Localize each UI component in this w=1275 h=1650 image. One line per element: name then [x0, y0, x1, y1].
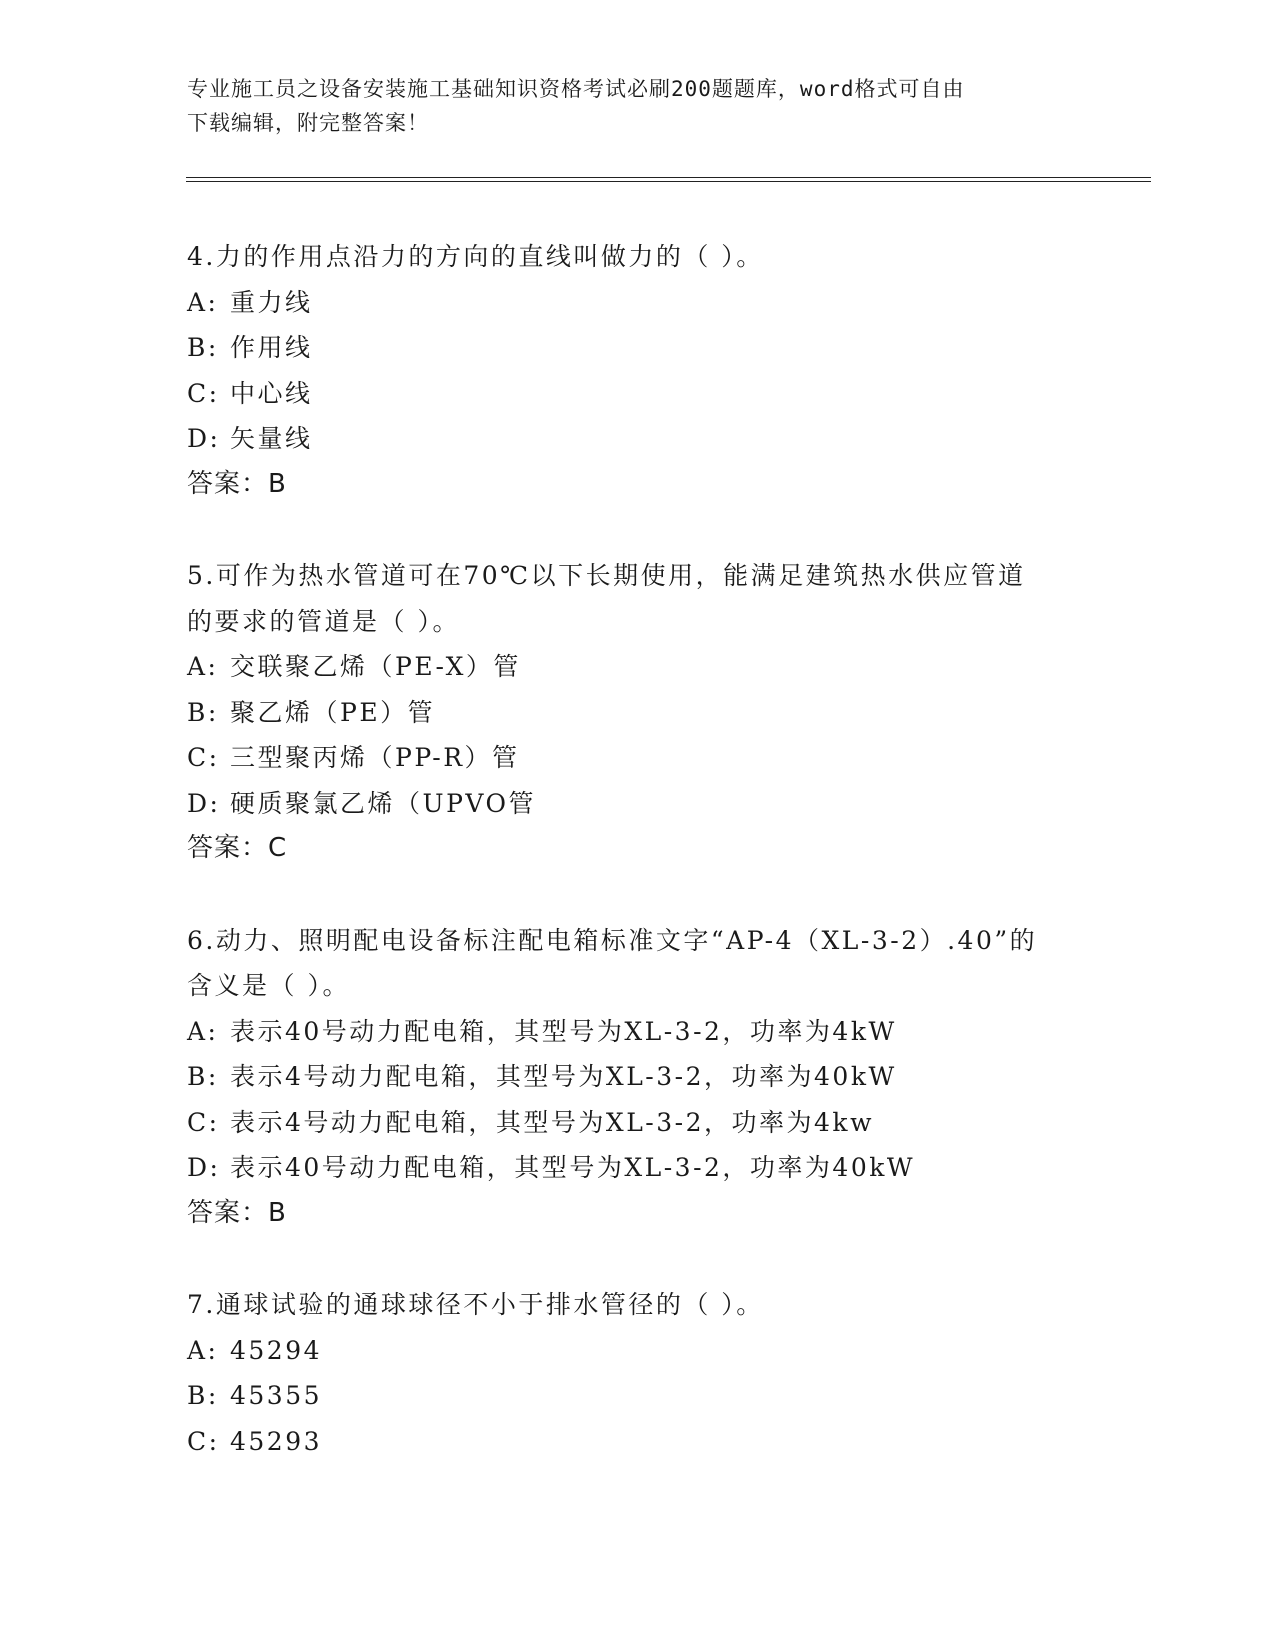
answer-option	[187, 781, 1087, 827]
option-letter: D:	[187, 424, 221, 453]
answer-option	[187, 644, 1087, 690]
option-letter: D:	[187, 788, 221, 818]
option-letter: D:	[187, 1153, 221, 1182]
option-letter: A:	[187, 652, 219, 681]
option-letter: C:	[187, 1107, 220, 1137]
answer-key: 答案：B	[187, 1197, 287, 1228]
question-list	[187, 234, 1087, 1510]
header-divider-bottom	[186, 181, 1151, 182]
answer-option	[187, 735, 1087, 781]
answer-option	[187, 1145, 1087, 1191]
question-stem: 含义是（ ）。	[187, 971, 350, 1000]
answer-option	[187, 1373, 1087, 1419]
answer-option	[187, 416, 1087, 462]
option-letter: C:	[187, 1426, 220, 1456]
option-text: 表示40号动力配电箱，其型号为XL-3-2，功率为40kW	[230, 1153, 916, 1182]
option-letter: C:	[187, 743, 220, 772]
answer-option	[187, 280, 1087, 326]
option-letter: B:	[187, 697, 219, 727]
answer-option	[187, 371, 1087, 417]
header-line-2: 下载编辑，附完整答案！	[187, 111, 429, 135]
answer-key: 答案：B	[187, 468, 287, 499]
question-block	[187, 918, 1087, 1237]
option-text: 表示4号动力配电箱，其型号为XL-3-2，功率为40kW	[230, 1062, 897, 1091]
question-block	[187, 553, 1087, 872]
answer-option	[187, 1054, 1087, 1100]
document-header	[187, 72, 1087, 140]
option-text: 表示40号动力配电箱，其型号为XL-3-2，功率为4kW	[230, 1016, 897, 1046]
answer-option	[187, 690, 1087, 736]
option-letter: A:	[187, 1016, 219, 1046]
option-text: 45294	[230, 1335, 323, 1365]
question-stem: 4.力的作用点沿力的方向的直线叫做力的（ ）。	[187, 242, 764, 271]
option-text: 三型聚丙烯（PP-R）管	[230, 743, 520, 772]
option-letter: B:	[187, 1381, 219, 1410]
answer-option	[187, 1009, 1087, 1055]
option-letter: A:	[187, 287, 219, 317]
question-stem: 5.可作为热水管道可在70℃以下长期使用，能满足建筑热水供应管道	[187, 561, 1026, 590]
answer-option	[187, 325, 1087, 371]
question-stem: 的要求的管道是（ ）。	[187, 606, 460, 636]
header-divider-top	[186, 177, 1151, 178]
question-stem: 6.动力、照明配电设备标注配电箱标准文字“AP-4（XL-3-2）.40”的	[187, 925, 1038, 955]
option-text: 中心线	[230, 378, 313, 408]
option-text: 重力线	[230, 287, 313, 317]
option-text: 交联聚乙烯（PE-X）管	[230, 652, 521, 681]
option-letter: B:	[187, 1062, 219, 1091]
question-block	[187, 1282, 1087, 1464]
option-letter: B:	[187, 333, 219, 362]
answer-option	[187, 1100, 1087, 1146]
header-line-1: 专业施工员之设备安装施工基础知识资格考试必刷200题题库，word格式可自由	[187, 77, 965, 101]
option-text: 作用线	[230, 333, 313, 362]
option-text: 45355	[230, 1381, 323, 1410]
answer-option	[187, 1419, 1087, 1465]
answer-key: 答案：C	[187, 833, 288, 863]
option-text: 硬质聚氯乙烯（UPVO管	[230, 788, 537, 818]
option-text: 表示4号动力配电箱，其型号为XL-3-2，功率为4kw	[230, 1107, 874, 1137]
option-letter: A:	[187, 1335, 219, 1365]
option-text: 45293	[230, 1426, 323, 1456]
option-letter: C:	[187, 378, 220, 408]
question-stem: 7.通球试验的通球球径不小于排水管径的（ ）。	[187, 1290, 764, 1319]
answer-option	[187, 1328, 1087, 1374]
option-text: 聚乙烯（PE）管	[230, 697, 436, 727]
option-text: 矢量线	[230, 424, 313, 453]
question-block	[187, 234, 1087, 507]
